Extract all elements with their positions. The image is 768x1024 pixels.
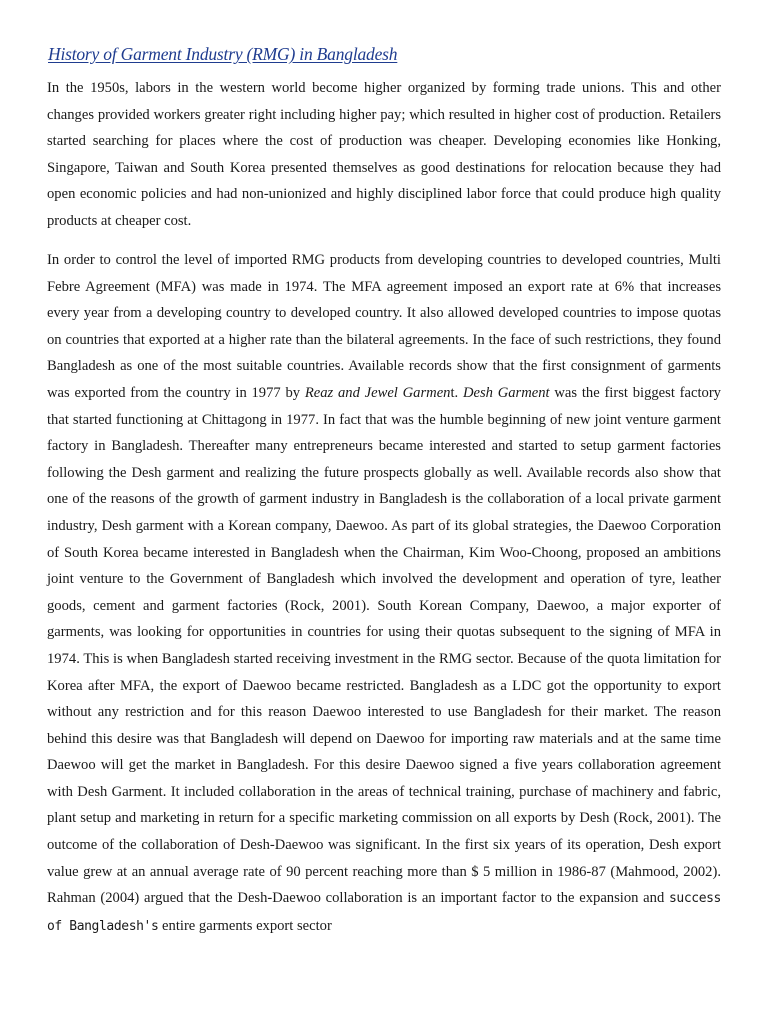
paragraph-2-text-c: was the first biggest factory that started functioning at Chittagong in 1977. In fact that was the humble beginning of new joint venture garment factory in Bangladesh. Thereafter many entrepreneurs became interested and started to setup garment factories following the Desh garment and realizing the future prospects globally as well. Available records also show that one of the reasons of the growth of garment industry in Bangladesh is the collaboration of a local private garment industry, Desh garment with a Korean company, Daewoo. As part of its global strategies, the Daewoo Corporation of South Korea became interested in Bangladesh when the Chairman, Kim Woo-Choong, proposed an ambitions joint venture to the Government of Bangladesh which involved the development and operation of tyre, leather goods, cement and garment factories (Rock, 2001). South Korean Company, Daewoo, a major exporter of garments, was looking for opportunities in countries for using their quotas subsequent to the signing of MFA in 1974. This is when Bangladesh started receiving investment in the RMG sector. Because of the quota limitation for Korea after MFA, the export of Daewoo became restricted. Bangladesh as a LDC got the opportunity to export without any restriction and for this reason Daewoo interested to use Bangladesh for their market. The reason behind this desire was that Bangladesh will depend on Daewoo for importing raw materials and at the same time Daewoo will get the market in Bangladesh. For this desire Daewoo signed a five years collaboration agreement with Desh Garment. It included collaboration in the areas of technical training, purchase of machinery and fabric, plant setup and marketing in return for a specific marketing commission on all exports by Desh (Rock, 2001). The outcome of the collaboration of Desh-Daewoo was significant. In the first six years of its operation, Desh export value grew at an annual average rate of 90 percent reaching more than $ 5 million in 1986-87 (Mahmood, 2002). Rahman (2004) argued that the Desh-Daewoo collaboration is an important factor to the expansion and <box>47 384 721 907</box>
paragraph-2 <box>47 247 721 940</box>
company-name-desh-garment: Desh Garment <box>462 384 550 401</box>
paragraph-2-text-d: entire garments export sector <box>158 917 332 934</box>
paragraph-2-mono-text: success of Bangladesh's <box>47 891 721 934</box>
company-name-reaz-jewel: Reaz and Jewel Garmen <box>304 384 451 401</box>
paragraph-2-text-a: In order to control the level of imported RMG products from developing countries to developed countries, Multi Febre Agreement (MFA) was made in 1974. The MFA agreement imposed an export rate at 6% that increases every year from a developing country to developed country. It also allowed developed countries to impose quotas on countries that exported at a higher rate than the bilateral agreements. In the face of such restrictions, they found Bangladesh as one of the most suitable countries. Available records show that the first consignment of garments was exported from the country in 1977 by <box>47 252 721 401</box>
paragraph-2-text-b: t. <box>450 384 463 401</box>
document-title: History of Garment Industry (RMG) in Bangladesh <box>48 44 398 64</box>
paragraph-1: In the 1950s, labors in the western world become higher organized by forming trade unions. This and other changes provided workers greater right including higher pay; which resulted in higher cost of production. Retailers started searching for places where the cost of production was cheaper. Developing economies like Honking, Singapore, Taiwan and South Korea presented themselves as good destinations for relocation because they had open economic policies and had non-unionized and highly disciplined labor force that could produce high quality products at cheaper cost. <box>47 80 721 229</box>
